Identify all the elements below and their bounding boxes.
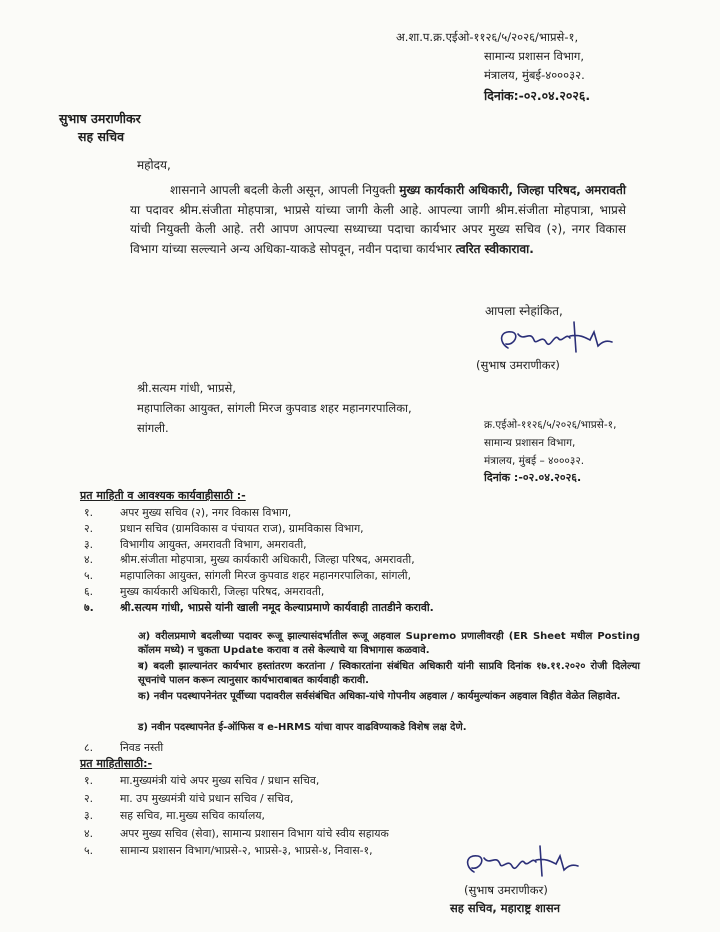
list-item <box>80 521 434 537</box>
sub-item-c: क) नवीन पदस्थापनेनंतर पूर्वीच्या पदावरील सर्वसंबंधित अधिका-यांचे गोपनीय अहवाल / कार्यमुल्यांकन अहवाल विहीत वेळेत लिहावेत. <box>138 691 621 702</box>
header-date-label: दिनांक: <box>484 88 519 103</box>
list-item-number: १. <box>84 774 94 787</box>
list-item <box>80 790 389 808</box>
list-item <box>80 772 389 790</box>
list-item-text: श्री.सत्यम गांधी, भाप्रसे यांनी खाली नमूद केल्याप्रमाणे कार्यवाही तातडीने करावी. <box>120 600 434 614</box>
copy-info-heading: प्रत माहितीसाठी:- <box>80 757 153 770</box>
ref2-place: मंत्रालय, मुंबई – ४०००३२. <box>484 455 585 467</box>
list-item <box>80 568 434 584</box>
list-item-number: २. <box>84 521 94 535</box>
list-item-number: ५. <box>84 844 94 857</box>
list-item-text: विभागीय आयुक्त, अमरावती विभाग, अमरावती, <box>120 537 307 551</box>
list-item <box>80 825 389 843</box>
sub-item-d: ड) नवीन पदस्थापनेत ई-ऑफिस व e-HRMS यांचा वापर वाढविण्याकडे विशेष लक्ष देणे. <box>138 722 467 733</box>
list-item-text: अपर मुख्य सचिव (२), नगर विकास विभाग, <box>120 506 292 519</box>
body-bold-post: मुख्य कार्यकारी अधिकारी, जिल्हा परिषद, अमरावती <box>399 183 626 197</box>
sub-item-a: अ) वरीलप्रमाणे बदलीच्या पदावर रूजू झाल्यासंदर्भातील रूजू अहवाल Supremo प्रणालीवरही (ER Sheet मधील Posting कॉलम मध्ये) न चुकता Update करावा व तसे केल्याचे या विभागास कळवावे. <box>138 631 640 656</box>
list-item-number: २. <box>84 791 94 805</box>
body-text-1: शासनाने आपली बदली केली असून, आपली नियुक्ती <box>170 183 400 197</box>
list-item-number: ६. <box>84 584 94 598</box>
list-item-text: मा.मुख्यमंत्री यांचे अपर मुख्य सचिव / प्रधान सचिव, <box>120 774 320 787</box>
header-date-value: -०२.०४.२०२६. <box>518 88 591 103</box>
copy-action-list <box>80 505 434 616</box>
list-item <box>80 807 389 825</box>
addressee-line-3: सांगली. <box>137 421 169 435</box>
list-item <box>80 842 389 860</box>
list-item-text: महापालिका आयुक्त, सांगली मिरज कुपवाड शहर महानगरपालिका, सांगली, <box>120 569 412 583</box>
list-item-text: मुख्य कार्यकारी अधिकारी, जिल्हा परिषद, अमरावती, <box>120 584 325 598</box>
body-text-2: या पदावर श्रीम.संजीता मोहपात्रा, भाप्रसे यांच्या जागी केली आहे. आपल्या जागी श्रीम.संजीता मोहपात्रा, भाप्रसे यांची नियुक्ती केली आहे. तरी आपण आपल्या सध्याच्या पदाचा कार्यभार अपर मुख्य सचिव (२), नगर विकास विभाग यांच्या सल्ल्याने अन्य अधिका-याकडे सोपवून, नवीन पदाचा कार्यभार <box>130 202 626 256</box>
header-dept: सामान्य प्रशासन विभाग, <box>484 49 585 63</box>
closing-greeting: आपला स्नेहांकित, <box>485 304 563 318</box>
header-ref: अ.शा.प.क्र.एईओ-११२६/५/२०२६/भाप्रसे-१, <box>396 30 579 44</box>
list-item-text: निवड नस्ती <box>120 741 164 754</box>
addressee-line-2: महापालिका आयुक्त, सांगली मिरज कुपवाड शहर महानगरपालिका, <box>137 401 412 415</box>
ref2-date-label: दिनांक : <box>484 471 519 484</box>
body-paragraph <box>130 181 626 259</box>
list-item-number: ५. <box>84 569 94 583</box>
ref2-ref: क्र.एईओ-११२६/५/२०२६/भाप्रसे-१, <box>484 419 617 431</box>
footer-signature-name: (सुभाष उमराणीकर) <box>464 883 548 897</box>
list-item-text: प्रधान सचिव (ग्रामविकास व पंचायत राज), ग्रामविकास विभाग, <box>120 521 364 535</box>
signature-image <box>490 312 620 362</box>
list-item-text: श्रीम.संजीता मोहपात्रा, मुख्य कार्यकारी अधिकारी, जिल्हा परिषद, अमरावती, <box>120 553 415 567</box>
copy-action-last <box>80 740 163 756</box>
ref2-date <box>484 471 581 485</box>
ref2-date-value: -०२.०४.२०२६. <box>518 471 582 484</box>
list-item-number: ३. <box>84 537 94 551</box>
list-item-text: सामान्य प्रशासन विभाग/भाप्रसे-२, भाप्रसे-३, भाप्रसे-४, निवास-१, <box>120 844 373 857</box>
ref2-dept: सामान्य प्रशासन विभाग, <box>484 437 576 449</box>
header-place: मंत्रालय, मुंबई-४०००३२. <box>484 68 585 82</box>
copy-info-list <box>80 772 389 860</box>
body-bold-accept: त्वरित स्वीकारावा. <box>455 241 534 256</box>
header-date <box>484 88 590 103</box>
list-item-text: अपर मुख्य सचिव (सेवा), सामान्य प्रशासन विभाग यांचे स्वीय सहायक <box>120 826 389 840</box>
sender-designation: सह सचिव <box>78 129 125 144</box>
list-item-number: ४. <box>84 553 94 567</box>
salutation: महोदय, <box>137 158 171 172</box>
addressee-line-1: श्री.सत्यम गांधी, भाप्रसे, <box>137 381 236 395</box>
closing-signature-name: (सुभाष उमराणीकर) <box>476 358 560 372</box>
list-item <box>80 600 434 616</box>
addressee-block <box>137 378 412 438</box>
footer-designation: सह सचिव, महाराष्ट्र शासन <box>450 901 561 915</box>
list-item-number: १. <box>84 506 94 519</box>
list-item <box>80 505 434 521</box>
sender-name: सुभाष उमराणीकर <box>59 111 141 126</box>
list-item-number: ७. <box>84 600 94 614</box>
list-item <box>80 537 434 553</box>
list-item-number: ४. <box>84 826 94 840</box>
sub-item-b: ब) बदली झाल्यानंतर कार्यभार हस्तांतरण करतांना / स्विकारतांना संबंधित अधिकारी यांनी साप्रवि दिनांक १७.११.२०२० रोजी दिलेल्या सूचनांचे पालन करून त्यानुसार कार्यभाराबाबत कार्यवाही करावी. <box>138 661 640 686</box>
list-item-number: ८. <box>84 741 94 754</box>
list-item-text: सह सचिव, मा.मुख्य सचिव कार्यालय, <box>120 809 265 822</box>
list-item <box>80 584 434 600</box>
list-item <box>80 552 434 568</box>
footer-signature-image <box>458 840 588 886</box>
list-item-number: ३. <box>84 809 94 822</box>
list-item-text: मा. उप मुख्यमंत्री यांचे प्रधान सचिव / सचिव, <box>120 791 294 805</box>
list-item <box>80 740 163 756</box>
copy-action-heading: प्रत माहिती व आवश्यक कार्यवाहीसाठी :- <box>80 489 246 502</box>
